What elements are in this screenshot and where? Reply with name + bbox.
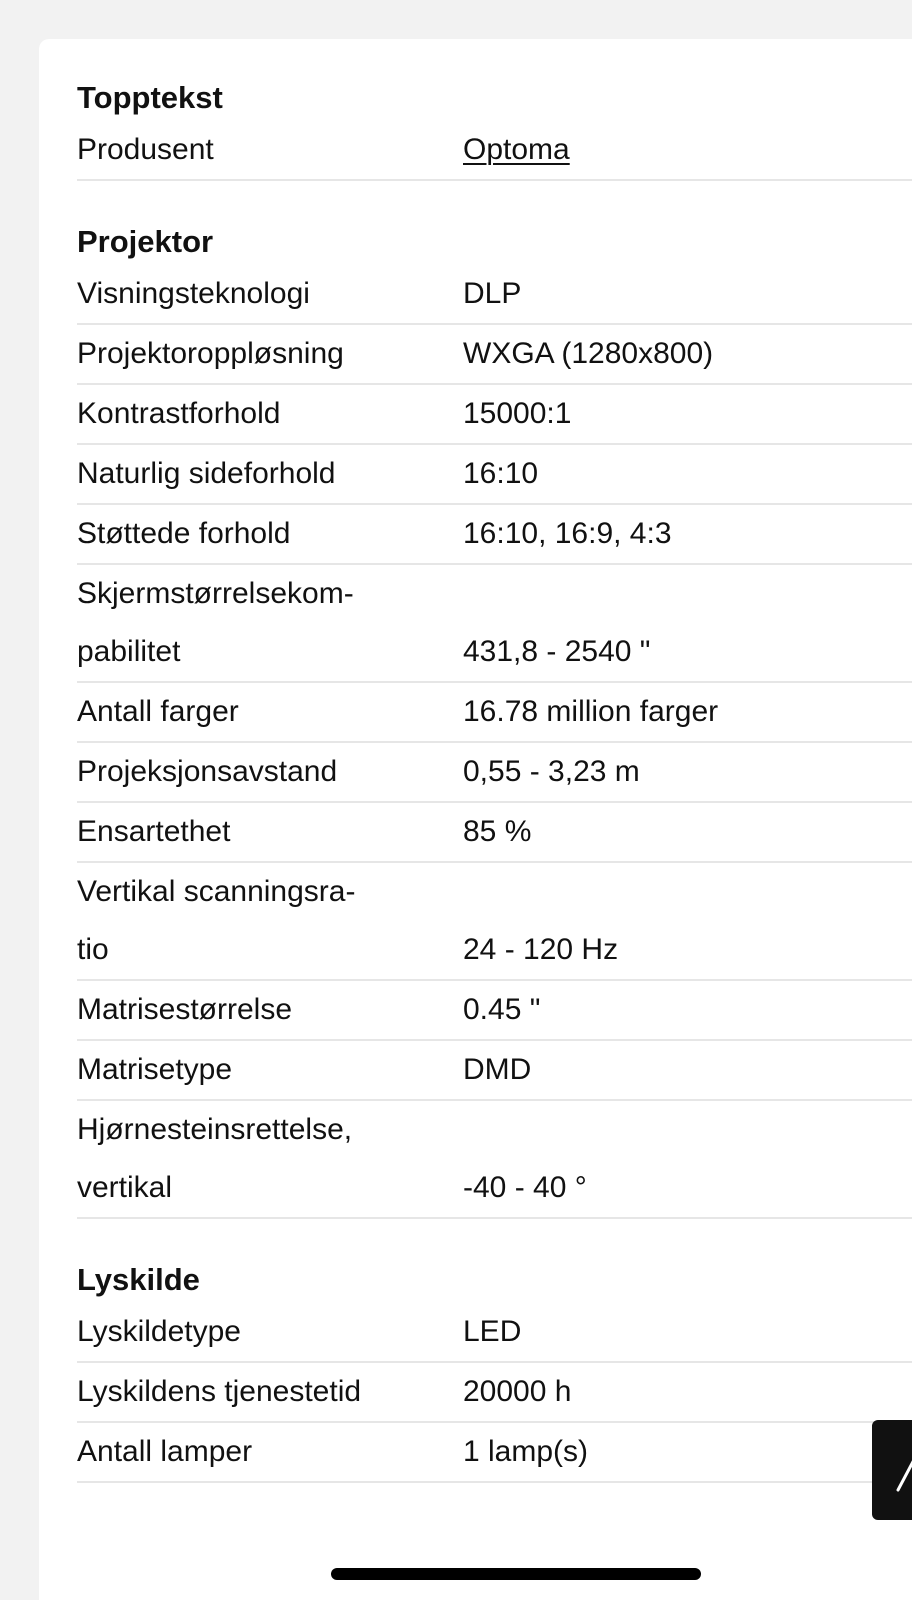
spec-label-line: Antall farger [77,695,239,728]
spec-label [77,743,463,801]
spec-label-line: pabilitet [77,635,181,668]
spec-row-matrisestorrelse [77,981,912,1041]
spec-value: 0.45 " [463,993,541,1026]
spec-value: 15000:1 [463,397,572,430]
section-projektor [77,219,912,1219]
spec-value: 16:10 [463,457,539,490]
spec-value: 24 - 120 Hz [463,933,619,966]
spec-value: LED [463,1315,522,1348]
spec-value: 20000 h [463,1375,572,1408]
spec-value: 16:10, 16:9, 4:3 [463,517,672,550]
spec-label [77,445,463,503]
section-title: Lyskilde [77,1262,200,1297]
spec-card [39,39,912,1600]
spec-label [77,683,463,741]
spec-label-line: Kontrastforhold [77,397,281,430]
spec-label [77,803,463,861]
spec-row-visningsteknologi [77,265,912,325]
spec-label [77,1303,463,1361]
spec-label-line: Ensartethet [77,815,231,848]
spec-row-produsent [77,121,912,181]
home-indicator [331,1568,701,1580]
spec-value: 0,55 - 3,23 m [463,755,640,788]
spec-value: DLP [463,277,522,310]
spec-row-kontrastforhold [77,385,912,445]
spec-row-antall-lamper [77,1423,912,1483]
spec-content [77,75,912,1483]
spec-value: 85 % [463,815,532,848]
spec-label [77,565,463,681]
spec-label [77,385,463,443]
spec-value: WXGA (1280x800) [463,337,714,370]
spec-label-line: Naturlig sideforhold [77,457,336,490]
spec-row-antall-farger [77,683,912,743]
spec-label-line: Antall lamper [77,1435,253,1468]
section-lyskilde [77,1257,912,1483]
spec-label-line: Projektoroppløsning [77,337,344,370]
spec-label-line: Lyskildetype [77,1315,241,1348]
spec-value: 431,8 - 2540 " [463,635,651,668]
spec-row-skjermstorrelsekom-pabilitet [77,565,912,683]
spec-label-line: Skjermstørrelsekom- [77,577,354,610]
spec-label [77,1423,463,1481]
arrow-up-icon [894,1446,912,1496]
spec-row-ensartethet [77,803,912,863]
spec-value [463,121,570,179]
spec-label [77,1363,463,1421]
spec-value: 1 lamp(s) [463,1435,589,1468]
spec-label-line: Lyskildens tjenestetid [77,1375,362,1408]
spec-row-naturlig-sideforhold [77,445,912,505]
spec-row-lyskildens-tjenestetid [77,1363,912,1423]
spec-row-projeksjonsavstand [77,743,912,803]
spec-label-line: Projeksjonsavstand [77,755,338,788]
spec-label-line: Støttede forhold [77,517,291,550]
spec-value: -40 - 40 ° [463,1171,587,1204]
spec-label [77,265,463,323]
spec-row-hjornesteinsrettelse-vertikal [77,1101,912,1219]
spec-label [77,981,463,1039]
spec-label-line: vertikal [77,1171,173,1204]
manufacturer-link[interactable]: Optoma [463,133,570,166]
spec-value: DMD [463,1053,532,1086]
section-topptekst [77,75,912,181]
spec-label [77,505,463,563]
spec-label [77,1041,463,1099]
scroll-to-top-button[interactable] [872,1420,912,1520]
spec-row-stottede-forhold [77,505,912,565]
spec-label-line: tio [77,933,109,966]
section-title: Projektor [77,224,214,259]
spec-label [77,325,463,383]
section-title: Topptekst [77,80,223,115]
spec-label-line: Matrisetype [77,1053,233,1086]
spec-label-line: Visningsteknologi [77,277,310,310]
spec-label [77,1101,463,1217]
spec-label-line: Produsent [77,133,214,166]
spec-label [77,121,463,179]
spec-label [77,863,463,979]
spec-label-line: Matrisestørrelse [77,993,293,1026]
spec-label-line: Hjørnesteinsrettelse, [77,1113,353,1146]
spec-row-vertikal-scanningsra-tio [77,863,912,981]
spec-row-lyskildetype [77,1303,912,1363]
spec-row-matrisetype [77,1041,912,1101]
spec-row-projektoropplosning [77,325,912,385]
spec-label-line: Vertikal scanningsra- [77,875,356,908]
spec-value: 16.78 million farger [463,695,719,728]
